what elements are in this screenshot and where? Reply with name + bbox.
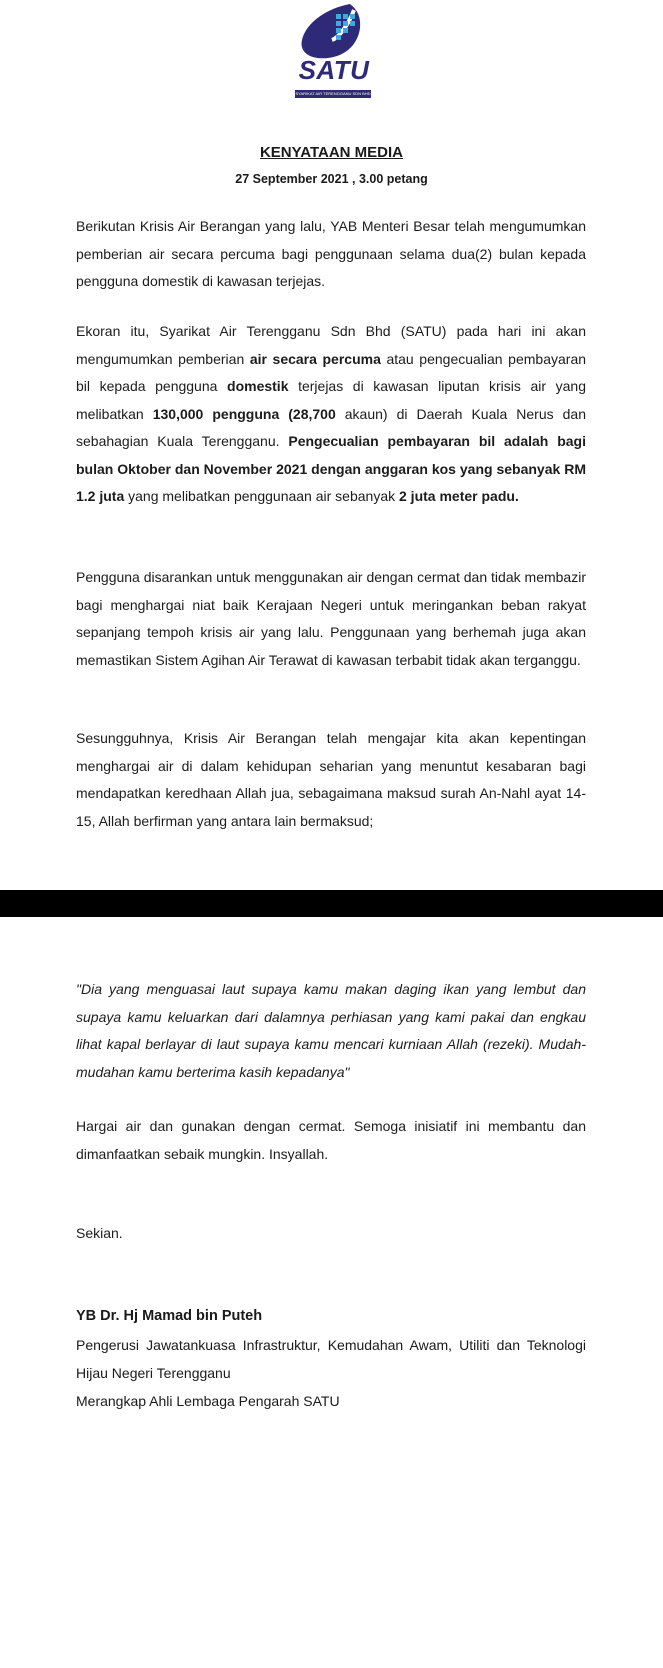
release-date: 27 September 2021 , 3.00 petang xyxy=(235,172,428,186)
text-segment: atau pengecualian pembayaran bil kepada pengguna xyxy=(76,350,587,394)
text-segment: akaun) di Daerah Kuala Nerus dan sebahagian Kuala Terengganu. xyxy=(76,405,586,449)
text-segment: yang melibatkan penggunaan air sebanyak xyxy=(124,488,399,504)
bold-segment: 2 juta meter padu. xyxy=(399,488,519,504)
logo-wordmark: SATU xyxy=(298,55,370,85)
text-segment: Ekoran itu, Syarikat Air Terengganu Sdn Bhd (SATU) pada hari ini akan mengumumkan pemberian xyxy=(76,323,586,367)
black-divider-bar xyxy=(0,890,663,917)
paragraph-announcement xyxy=(76,318,586,511)
paragraph-reflection: Sesungguhnya, Krisis Air Berangan telah mengajar kita akan kepentingan menghargai air di dalam kehidupan seharian yang menuntut kesabaran bagi mendapatkan keredhaan Allah jua, sebagaimana maksud surah An-Nahl ayat 14-15, Allah berfirman yang antara lain bermaksud; xyxy=(76,730,586,829)
paragraph-closing: Hargai air dan gunakan dengan cermat. Semoga inisiatif ini membantu dan dimanfaatkan sebaik mungkin. Insyallah. xyxy=(76,1118,586,1162)
paragraph-advice: Pengguna disarankan untuk menggunakan air dengan cermat dan tidak membazir bagi menghargai niat baik Kerajaan Negeri untuk meringankan beban rakyat sepanjang tempoh krisis air yang lalu. Penggunaan yang berhemah juga akan memastikan Sistem Agihan Air Terawat di kawasan terbabit tidak akan terganggu. xyxy=(76,569,586,668)
signatory-name: YB Dr. Hj Mamad bin Puteh xyxy=(76,1308,263,1324)
signatory-role: Merangkap Ahli Lembaga Pengarah SATU xyxy=(76,1393,340,1409)
bold-segment: air secara percuma xyxy=(249,350,381,367)
logo-tagline: SYARIKAT AIR TERENGGANU SDN BHD xyxy=(295,91,371,96)
paragraph-intro: Berikutan Krisis Air Berangan yang lalu, YAB Menteri Besar telah mengumumkan pemberian air secara percuma bagi penggunaan selama dua(2) bulan kepada pengguna domestik di kawasan terjejas. xyxy=(76,218,586,289)
text-segment: terjejas di kawasan liputan krisis air yang melibatkan xyxy=(76,378,586,422)
quote-paragraph: "Dia yang menguasai laut supaya kamu makan daging ikan yang lembut dan supaya kamu keluarkan dari dalamnya perhiasan yang kami pakai dan engkau lihat kapal berlayar di laut supaya kamu mencari kurniaan Allah (rezeki). Mudah-mudahan kamu berterima kasih kepadanya" xyxy=(76,981,586,1080)
page-title: KENYATAAN MEDIA xyxy=(259,144,404,161)
bold-segment: domestik xyxy=(227,378,289,394)
paragraph-sekian: Sekian. xyxy=(76,1225,123,1241)
signatory-position: Pengerusi Jawatankuasa Infrastruktur, Kemudahan Awam, Utiliti dan Teknologi Hijau Negeri Terengganu xyxy=(76,1337,586,1381)
bold-segment: 130,000 pengguna (28,700 xyxy=(152,405,336,422)
bold-segment: Pengecualian pembayaran bil adalah bagi bulan Oktober dan November 2021 dengan anggaran kos yang sebanyak RM 1.2 juta xyxy=(76,433,586,504)
